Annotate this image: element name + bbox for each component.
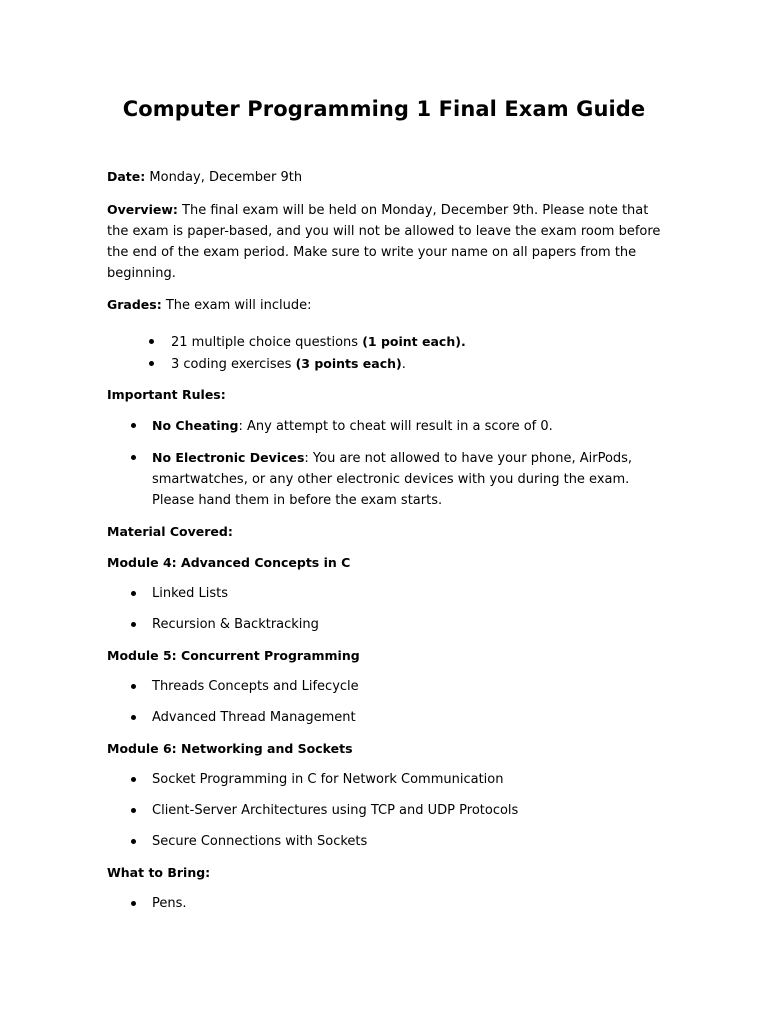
module-6-heading: Module 6: Networking and Sockets xyxy=(107,741,353,756)
list-item: Recursion & Backtracking xyxy=(152,614,668,635)
overview-label: Overview: xyxy=(107,202,178,217)
list-item: Pens. xyxy=(152,893,668,914)
rule-title: No Cheating xyxy=(152,418,239,433)
overview-text: The final exam will be held on Monday, December 9th. Please note that the exam is paper-based, and you will not be allowed to leave the exam room before the end of the exam period. Make sure to write your name on all papers from the beginning. xyxy=(107,203,661,281)
module-5-list xyxy=(107,676,668,728)
list-item: Secure Connections with Sockets xyxy=(152,831,668,852)
grades-line xyxy=(107,294,668,316)
list-item xyxy=(152,415,668,437)
list-item: Threads Concepts and Lifecycle xyxy=(152,676,668,697)
module-4-heading: Module 4: Advanced Concepts in C xyxy=(107,555,351,570)
document-title: Computer Programming 1 Final Exam Guide xyxy=(122,97,646,121)
rule-text: : Any attempt to cheat will result in a score of 0. xyxy=(238,419,553,434)
list-item: Client-Server Architectures using TCP and UDP Protocols xyxy=(152,800,668,821)
grade-item-text: 3 coding exercises xyxy=(171,357,296,372)
date-text: Monday, December 9th xyxy=(145,170,303,185)
bring-list xyxy=(107,893,668,914)
grades-label: Grades: xyxy=(107,297,162,312)
rule-title: No Electronic Devices xyxy=(152,450,305,465)
grade-item-points: (3 points each) xyxy=(295,356,402,371)
date-line xyxy=(107,166,668,188)
module-5-heading: Module 5: Concurrent Programming xyxy=(107,648,360,663)
date-label: Date: xyxy=(107,169,146,184)
rules-heading: Important Rules: xyxy=(107,387,226,402)
list-item: Socket Programming in C for Network Communication xyxy=(152,769,668,790)
material-heading: Material Covered: xyxy=(107,524,233,539)
rules-list xyxy=(107,415,668,511)
grade-item-suffix: . xyxy=(401,357,406,372)
module-6-list xyxy=(107,769,668,852)
grade-item-points: (1 point each). xyxy=(362,334,466,349)
module-4-list xyxy=(107,583,668,635)
rule-text: : You are not allowed to have your phone, AirPods, smartwatches, or any other electronic devices with you during the exam. Please hand them in before the exam starts. xyxy=(152,451,633,508)
bring-heading: What to Bring: xyxy=(107,865,211,880)
list-item xyxy=(171,331,668,353)
overview-paragraph xyxy=(107,199,668,284)
list-item xyxy=(152,447,668,511)
grades-list xyxy=(107,331,668,375)
grade-item-text: 21 multiple choice questions xyxy=(171,335,363,350)
list-item xyxy=(171,353,668,375)
grades-text: The exam will include: xyxy=(161,298,312,313)
list-item: Linked Lists xyxy=(152,583,668,604)
list-item: Advanced Thread Management xyxy=(152,707,668,728)
